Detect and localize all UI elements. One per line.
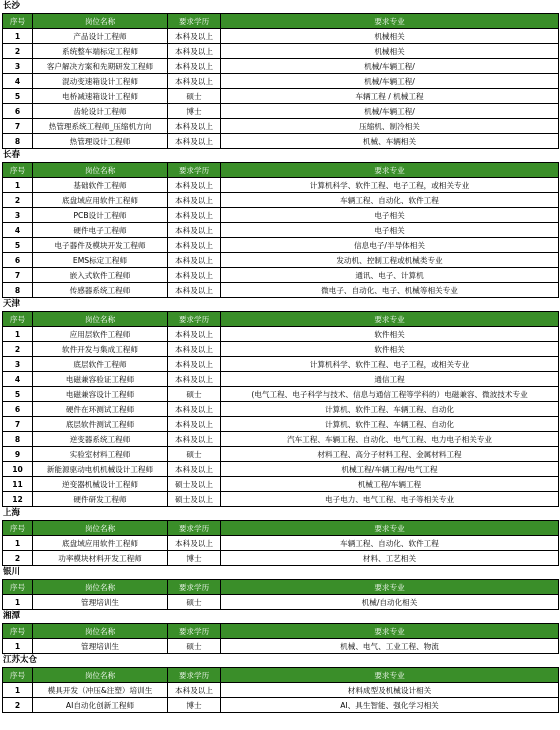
city-heading: 长春 <box>3 150 21 160</box>
row-index: 3 <box>3 208 33 223</box>
education-requirement: 本科及以上 <box>168 372 221 387</box>
header-education: 要求学历 <box>168 521 221 536</box>
header-major: 要求专业 <box>221 624 559 639</box>
position-name: 产品设计工程师 <box>33 29 168 44</box>
row-index: 1 <box>3 639 33 654</box>
major-requirement: 微电子、自动化、电子、机械等相关专业 <box>221 283 559 298</box>
position-name: 热管理系统工程师_压缩机方向 <box>33 119 168 134</box>
position-name: 底层软件工程师 <box>33 357 168 372</box>
row-index: 5 <box>3 387 33 402</box>
header-index: 序号 <box>3 624 33 639</box>
header-position: 岗位名称 <box>33 521 168 536</box>
job-table <box>2 311 559 507</box>
major-requirement: (电气工程、电子科学与技术、信息与通信工程等学科的）电磁兼容、微波技术专业 <box>221 387 559 402</box>
header-position: 岗位名称 <box>33 163 168 178</box>
education-requirement: 本科及以上 <box>168 238 221 253</box>
major-requirement: 机械、车辆相关 <box>221 134 559 149</box>
position-name: 底盘域应用软件工程师 <box>33 193 168 208</box>
major-requirement: 信息电子/半导体相关 <box>221 238 559 253</box>
header-education: 要求学历 <box>168 163 221 178</box>
header-position: 岗位名称 <box>33 14 168 29</box>
major-requirement: 车辆工程、自动化、软件工程 <box>221 193 559 208</box>
row-index: 8 <box>3 432 33 447</box>
position-name: 模具开发（冲压&注塑）培训生 <box>33 683 168 698</box>
education-requirement: 本科及以上 <box>168 536 221 551</box>
row-index: 8 <box>3 134 33 149</box>
table-header-row <box>3 312 559 327</box>
row-index: 2 <box>3 193 33 208</box>
row-index: 11 <box>3 477 33 492</box>
job-table <box>2 520 559 566</box>
education-requirement: 本科及以上 <box>168 193 221 208</box>
position-name: 齿轮设计工程师 <box>33 104 168 119</box>
job-table <box>2 162 559 298</box>
table-row <box>3 283 559 298</box>
row-index: 7 <box>3 268 33 283</box>
table-row <box>3 698 559 713</box>
table-row <box>3 447 559 462</box>
education-requirement: 硕士 <box>168 595 221 610</box>
header-position: 岗位名称 <box>33 312 168 327</box>
education-requirement: 硕士 <box>168 387 221 402</box>
row-index: 10 <box>3 462 33 477</box>
major-requirement: 计算机、软件工程、车辆工程、自动化 <box>221 417 559 432</box>
header-education: 要求学历 <box>168 668 221 683</box>
row-index: 5 <box>3 238 33 253</box>
table-row <box>3 223 559 238</box>
major-requirement: 材料工程、高分子材料工程、金属材料工程 <box>221 447 559 462</box>
table-row <box>3 477 559 492</box>
education-requirement: 博士 <box>168 104 221 119</box>
major-requirement: 压缩机、制冷相关 <box>221 119 559 134</box>
education-requirement: 本科及以上 <box>168 59 221 74</box>
position-name: 硬件在环测试工程师 <box>33 402 168 417</box>
table-row <box>3 253 559 268</box>
header-index: 序号 <box>3 14 33 29</box>
table-row <box>3 268 559 283</box>
city-heading: 银川 <box>3 567 21 577</box>
position-name: 系统整车端标定工程师 <box>33 44 168 59</box>
row-index: 2 <box>3 551 33 566</box>
major-requirement: 机械/车辆工程/ <box>221 104 559 119</box>
position-name: 管理培训生 <box>33 639 168 654</box>
header-index: 序号 <box>3 312 33 327</box>
position-name: 实验室材料工程师 <box>33 447 168 462</box>
row-index: 6 <box>3 253 33 268</box>
header-index: 序号 <box>3 163 33 178</box>
row-index: 2 <box>3 698 33 713</box>
header-major: 要求专业 <box>221 312 559 327</box>
table-row <box>3 89 559 104</box>
table-row <box>3 551 559 566</box>
table-header-row <box>3 521 559 536</box>
education-requirement: 本科及以上 <box>168 134 221 149</box>
table-row <box>3 178 559 193</box>
table-row <box>3 104 559 119</box>
position-name: 电磁兼容设计工程师 <box>33 387 168 402</box>
table-header-row <box>3 580 559 595</box>
major-requirement: 车辆工程、自动化、软件工程 <box>221 536 559 551</box>
table-row <box>3 357 559 372</box>
education-requirement: 硕士及以上 <box>168 477 221 492</box>
position-name: 管理培训生 <box>33 595 168 610</box>
major-requirement: 机械、电气、工业工程、物流 <box>221 639 559 654</box>
major-requirement: 电子相关 <box>221 223 559 238</box>
row-index: 4 <box>3 74 33 89</box>
row-index: 8 <box>3 283 33 298</box>
education-requirement: 本科及以上 <box>168 119 221 134</box>
row-index: 2 <box>3 44 33 59</box>
education-requirement: 本科及以上 <box>168 417 221 432</box>
table-row <box>3 59 559 74</box>
table-row <box>3 402 559 417</box>
position-name: PCB设计工程师 <box>33 208 168 223</box>
position-name: 混动变速箱设计工程师 <box>33 74 168 89</box>
major-requirement: 软件相关 <box>221 327 559 342</box>
job-table <box>2 667 559 713</box>
city-heading: 湘潭 <box>3 611 21 621</box>
row-index: 7 <box>3 119 33 134</box>
header-education: 要求学历 <box>168 624 221 639</box>
major-requirement: 电子电力、电气工程、电子等相关专业 <box>221 492 559 507</box>
education-requirement: 本科及以上 <box>168 208 221 223</box>
education-requirement: 本科及以上 <box>168 462 221 477</box>
table-row <box>3 595 559 610</box>
education-requirement: 硕士 <box>168 639 221 654</box>
table-row <box>3 492 559 507</box>
position-name: 底盘域应用软件工程师 <box>33 536 168 551</box>
job-table <box>2 13 559 149</box>
major-requirement: 材料成型及机械设计相关 <box>221 683 559 698</box>
table-row <box>3 639 559 654</box>
position-name: 热管理设计工程师 <box>33 134 168 149</box>
row-index: 5 <box>3 89 33 104</box>
major-requirement: 材料、工艺相关 <box>221 551 559 566</box>
table-row <box>3 193 559 208</box>
city-heading: 天津 <box>3 299 21 309</box>
row-index: 1 <box>3 595 33 610</box>
table-header-row <box>3 163 559 178</box>
major-requirement: 机械/自动化相关 <box>221 595 559 610</box>
major-requirement: 计算机科学、软件工程、电子工程，或相关专业 <box>221 357 559 372</box>
header-position: 岗位名称 <box>33 624 168 639</box>
row-index: 3 <box>3 357 33 372</box>
row-index: 1 <box>3 327 33 342</box>
table-row <box>3 462 559 477</box>
table-header-row <box>3 624 559 639</box>
position-name: 基础软件工程师 <box>33 178 168 193</box>
education-requirement: 硕士 <box>168 89 221 104</box>
city-heading: 上海 <box>3 508 21 518</box>
city-heading: 江苏太仓 <box>3 655 38 665</box>
recruitment-document <box>2 0 558 713</box>
position-name: EMS标定工程师 <box>33 253 168 268</box>
education-requirement: 博士 <box>168 698 221 713</box>
position-name: 嵌入式软件工程师 <box>33 268 168 283</box>
position-name: 硬件研发工程师 <box>33 492 168 507</box>
table-row <box>3 417 559 432</box>
table-header-row <box>3 668 559 683</box>
header-education: 要求学历 <box>168 580 221 595</box>
major-requirement: 软件相关 <box>221 342 559 357</box>
row-index: 4 <box>3 223 33 238</box>
education-requirement: 硕士及以上 <box>168 492 221 507</box>
header-education: 要求学历 <box>168 14 221 29</box>
education-requirement: 本科及以上 <box>168 268 221 283</box>
position-name: 传感器系统工程师 <box>33 283 168 298</box>
education-requirement: 本科及以上 <box>168 223 221 238</box>
row-index: 12 <box>3 492 33 507</box>
row-index: 6 <box>3 402 33 417</box>
position-name: 硬件电子工程师 <box>33 223 168 238</box>
table-row <box>3 238 559 253</box>
position-name: 软件开发与集成工程师 <box>33 342 168 357</box>
position-name: 逆变器系统工程师 <box>33 432 168 447</box>
header-index: 序号 <box>3 521 33 536</box>
table-row <box>3 342 559 357</box>
header-major: 要求专业 <box>221 163 559 178</box>
table-row <box>3 134 559 149</box>
header-index: 序号 <box>3 580 33 595</box>
row-index: 9 <box>3 447 33 462</box>
row-index: 7 <box>3 417 33 432</box>
table-row <box>3 372 559 387</box>
row-index: 1 <box>3 683 33 698</box>
header-index: 序号 <box>3 668 33 683</box>
position-name: 客户解决方案和先期研发工程师 <box>33 59 168 74</box>
major-requirement: 机械/车辆工程/ <box>221 59 559 74</box>
position-name: 新能源驱动电机机械设计工程师 <box>33 462 168 477</box>
major-requirement: 发动机、控制工程或机械类专业 <box>221 253 559 268</box>
table-row <box>3 536 559 551</box>
education-requirement: 本科及以上 <box>168 342 221 357</box>
major-requirement: 通信工程 <box>221 372 559 387</box>
header-position: 岗位名称 <box>33 668 168 683</box>
header-major: 要求专业 <box>221 668 559 683</box>
table-header-row <box>3 14 559 29</box>
major-requirement: 机械工程/车辆工程 <box>221 477 559 492</box>
position-name: 应用层软件工程师 <box>33 327 168 342</box>
row-index: 1 <box>3 536 33 551</box>
education-requirement: 本科及以上 <box>168 29 221 44</box>
table-row <box>3 74 559 89</box>
education-requirement: 本科及以上 <box>168 432 221 447</box>
major-requirement: 机械相关 <box>221 29 559 44</box>
row-index: 2 <box>3 342 33 357</box>
row-index: 6 <box>3 104 33 119</box>
education-requirement: 本科及以上 <box>168 357 221 372</box>
education-requirement: 本科及以上 <box>168 44 221 59</box>
major-requirement: 计算机、软件工程、车辆工程、自动化 <box>221 402 559 417</box>
table-row <box>3 683 559 698</box>
education-requirement: 本科及以上 <box>168 253 221 268</box>
row-index: 1 <box>3 178 33 193</box>
position-name: 底层软件测试工程师 <box>33 417 168 432</box>
education-requirement: 硕士 <box>168 447 221 462</box>
position-name: AI自动化创新工程师 <box>33 698 168 713</box>
header-education: 要求学历 <box>168 312 221 327</box>
header-position: 岗位名称 <box>33 580 168 595</box>
table-row <box>3 119 559 134</box>
education-requirement: 本科及以上 <box>168 178 221 193</box>
major-requirement: 机械工程/车辆工程/电气工程 <box>221 462 559 477</box>
table-row <box>3 29 559 44</box>
major-requirement: 电子相关 <box>221 208 559 223</box>
major-requirement: 汽车工程、车辆工程、自动化、电气工程、电力电子相关专业 <box>221 432 559 447</box>
major-requirement: 机械/车辆工程/ <box>221 74 559 89</box>
education-requirement: 本科及以上 <box>168 683 221 698</box>
major-requirement: 通讯、电子、计算机 <box>221 268 559 283</box>
position-name: 功率模块材料开发工程师 <box>33 551 168 566</box>
row-index: 3 <box>3 59 33 74</box>
position-name: 电子器件及模块开发工程师 <box>33 238 168 253</box>
major-requirement: 机械相关 <box>221 44 559 59</box>
position-name: 逆变器机械设计工程师 <box>33 477 168 492</box>
position-name: 电桥减速箱设计工程师 <box>33 89 168 104</box>
job-table <box>2 623 559 654</box>
table-row <box>3 387 559 402</box>
education-requirement: 本科及以上 <box>168 402 221 417</box>
education-requirement: 博士 <box>168 551 221 566</box>
table-row <box>3 432 559 447</box>
header-major: 要求专业 <box>221 580 559 595</box>
table-row <box>3 208 559 223</box>
major-requirement: 计算机科学、软件工程、电子工程，或相关专业 <box>221 178 559 193</box>
table-row <box>3 327 559 342</box>
row-index: 1 <box>3 29 33 44</box>
row-index: 4 <box>3 372 33 387</box>
job-table <box>2 579 559 610</box>
education-requirement: 本科及以上 <box>168 283 221 298</box>
major-requirement: 车辆工程 / 机械工程 <box>221 89 559 104</box>
education-requirement: 本科及以上 <box>168 74 221 89</box>
table-row <box>3 44 559 59</box>
city-heading: 长沙 <box>3 1 21 11</box>
major-requirement: AI、具生智能、强化学习相关 <box>221 698 559 713</box>
header-major: 要求专业 <box>221 521 559 536</box>
position-name: 电磁兼容验证工程师 <box>33 372 168 387</box>
header-major: 要求专业 <box>221 14 559 29</box>
education-requirement: 本科及以上 <box>168 327 221 342</box>
